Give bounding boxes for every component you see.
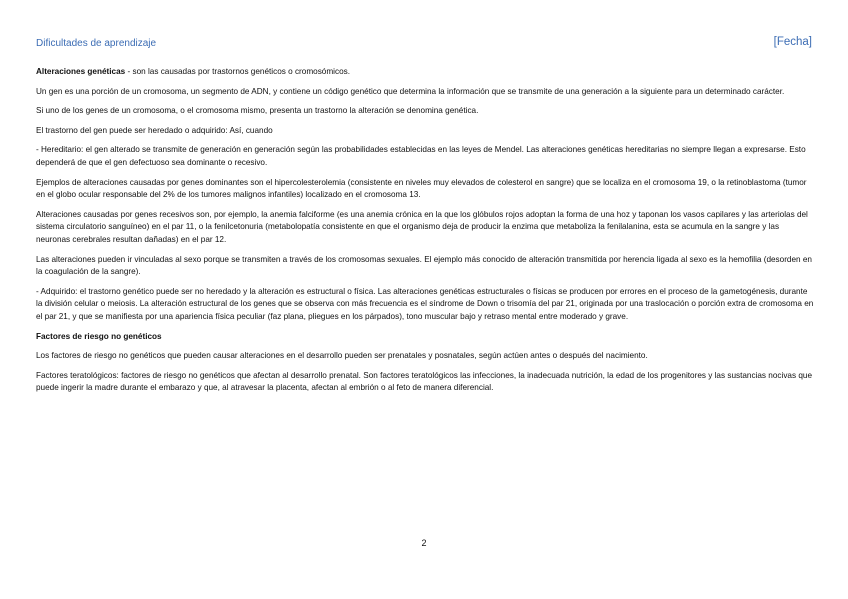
paragraph-factores-riesgo: Los factores de riesgo no genéticos que pueden causar alteraciones en el desarrollo pueden ser prenatales y posnatales, según actúen antes o después del nacimiento. xyxy=(36,351,648,361)
header-date[interactable]: [Fecha] xyxy=(773,36,812,48)
page-number: 2 xyxy=(421,538,427,548)
paragraph-genes-dominantes: Ejemplos de alteraciones causadas por genes dominantes son el hipercolesterolemia (consistente en niveles muy elevados de colesterol en sangre) que se localiza en el cromosoma 19, o la retinoblastoma (tumor en el globo ocular responsable del 2% de los tumores malignos infantiles) localizado en el cromosoma 13. xyxy=(36,177,807,200)
header-title: Dificultades de aprendizaje xyxy=(36,38,157,49)
paragraph-text: - son las causadas por trastornos genéticos o cromosómicos. xyxy=(125,67,351,76)
paragraph-adquirido: - Adquirido: el trastorno genético puede ser no heredado y la alteración es estructural o física. Las alteraciones genéticas estructurales o físicas se producen por errores en el proceso de la gametogénesis, durante la división celular o meiosis. La alteración estructural de los genes que se observa con más frecuencia es el síndrome de Down o trisomía del par 21, originada por una traslocación o porción extra de cromosoma en el par 21, y que se manifiesta por una apariencia física peculiar (faz plana, pliegues en los párpados), tono muscular bajo y retraso mental entre moderado y grave. xyxy=(36,286,814,321)
paragraph-ligadas-sexo: Las alteraciones pueden ir vinculadas al sexo porque se transmiten a través de los cromosomas sexuales. El ejemplo más conocido de alteración transmitida por herencia ligada al sexo es la hemofilia (desorden en la coagulación de la sangre). xyxy=(36,254,812,277)
paragraph-alteraciones-geneticas xyxy=(36,66,814,79)
paragraph-hereditario: - Hereditario: el gen alterado se transmite de generación en generación según las probabilidades establecidas en las leyes de Mendel. Las alteraciones genéticas hereditarias no siempre llegan a expresarse. Esto dependerá de que el gen defectuoso sea dominante o recesivo. xyxy=(36,145,806,167)
section-heading-factores-riesgo: Factores de riesgo no genéticos xyxy=(36,331,162,341)
paragraph-alteracion-genetica: Si uno de los genes de un cromosoma, o el cromosoma mismo, presenta un trastorno la alteración se denomina genética. xyxy=(36,106,479,116)
paragraph-trastorno-gen: El trastorno del gen puede ser heredado o adquirido: Así, cuando xyxy=(36,125,273,135)
paragraph-lead: Alteraciones genéticas xyxy=(36,67,126,76)
paragraph-gen-definicion: Un gen es una porción de un cromosoma, un segmento de ADN, y contiene un código genético que determina la información que se transmite de una generación a la siguiente para un determinado carácter. xyxy=(36,86,785,96)
paragraph-genes-recesivos: Alteraciones causadas por genes recesivos son, por ejemplo, la anemia falciforme (es una anemia crónica en la que los glóbulos rojos adoptan la forma de una hoz y taponan los vasos capilares y las arteriolas del sistema circulatorio sanguíneo) en el par 11, o la fenilcetonuria (metabolopatía consistente en que el organismo deja de producir la enzima que metaboliza la fenilalanina, esta se acumula en la sangre y las neuronas cerebrales resultan dañadas) en el par 12. xyxy=(36,209,808,244)
paragraph-factores-teratologicos: Factores teratológicos: factores de riesgo no genéticos que afectan al desarrollo prenatal. Son factores teratológicos las infecciones, la inadecuada nutrición, la edad de los progenitores y las sustancias nocivas que puede ingerir la madre durante el embarazo y que, al atravesar la placenta, afectan al embrión o al feto de manera diferencial. xyxy=(36,370,812,393)
document-body xyxy=(36,66,814,402)
